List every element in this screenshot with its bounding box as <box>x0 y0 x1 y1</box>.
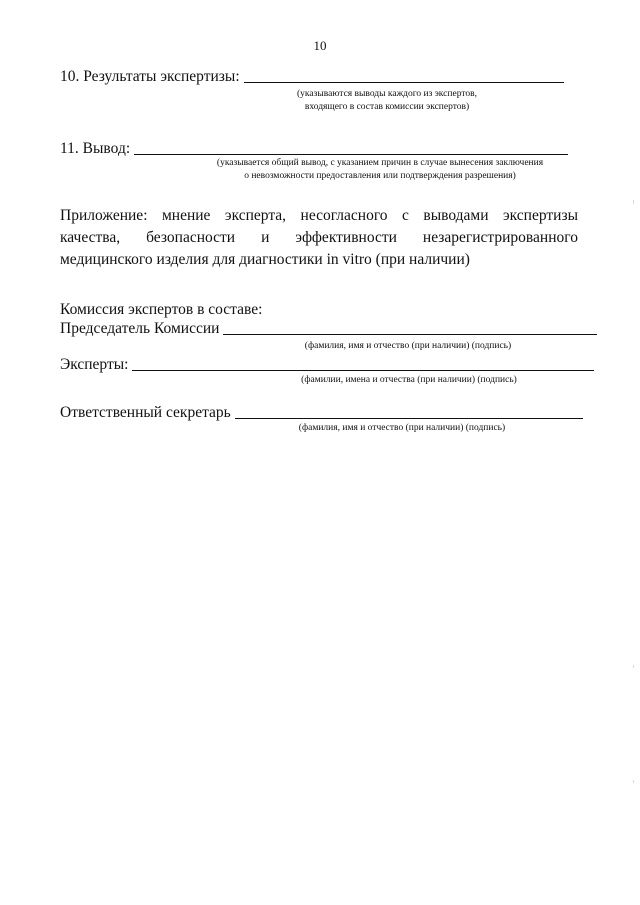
experts-row <box>60 356 594 374</box>
section-11-hint-line-2: о невозможности предоставления или подтверждения разрешения) <box>244 171 516 181</box>
chairman-hint: (фамилия, имя и отчество (при наличии) (подпись) <box>304 341 512 351</box>
secretary-row <box>60 404 583 422</box>
section-10-hint-line-2: входящего в состав комиссии экспертов) <box>304 102 470 112</box>
secretary-fill-line <box>235 406 583 419</box>
section-11-hint-line-1: (указывается общий вывод, с указанием причин в случае вынесения заключения <box>216 158 544 168</box>
commission-heading: Комиссия экспертов в составе: <box>60 301 263 318</box>
experts-label: Эксперты: <box>60 356 129 373</box>
chairman-label: Председатель Комиссии <box>60 320 220 337</box>
section-10-label: 10. Результаты экспертизы: <box>60 68 240 85</box>
scan-artifact <box>633 200 634 204</box>
secretary-hint: (фамилия, имя и отчество (при наличии) (подпись) <box>298 423 506 433</box>
appendix-paragraph: Приложение: мнение эксперта, несогласного с выводами экспертизы качества, безопасности и эффективности незарегистрированного медицинского изделия для диагностики in vitro (при наличии) <box>60 207 578 268</box>
section-10-row <box>60 68 564 86</box>
section-10-fill-line <box>244 70 564 83</box>
section-11-fill-line <box>134 142 568 155</box>
section-10-hint-line-1: (указываются выводы каждого из экспертов, <box>297 89 477 99</box>
section-11-hint <box>190 157 570 183</box>
scan-artifact <box>633 665 634 668</box>
section-11-label: 11. Вывод: <box>60 140 131 157</box>
page-number: 10 <box>313 38 327 53</box>
experts-hint: (фамилии, имена и отчества (при наличии) (подпись) <box>301 375 517 385</box>
chairman-fill-line <box>223 322 597 335</box>
section-10-hint <box>282 88 492 114</box>
scan-artifact <box>633 780 634 783</box>
section-11-row <box>60 140 568 158</box>
chairman-row <box>60 320 597 338</box>
experts-fill-line <box>132 358 594 371</box>
secretary-label: Ответственный секретарь <box>60 404 231 421</box>
